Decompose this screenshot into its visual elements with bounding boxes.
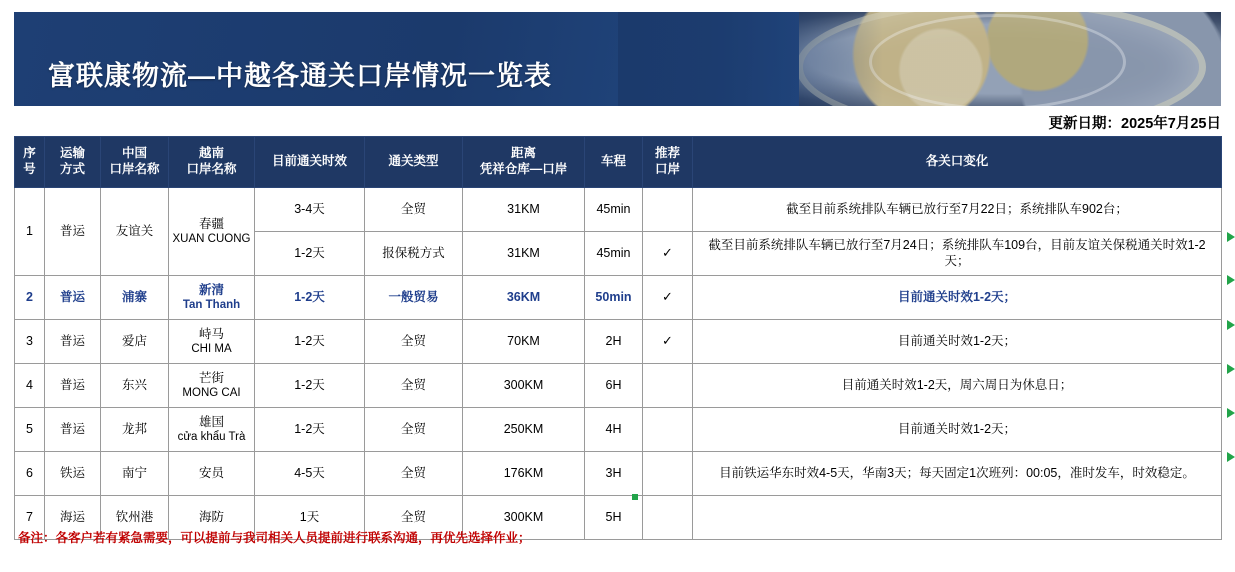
footnote: 备注：各客户若有紧急需要，可以提前与我司相关人员提前进行联系沟通，再优先选择作业； [18, 531, 531, 545]
cell-transport-mode: 普运 [45, 320, 101, 364]
cell-clearance-time: 1天 [255, 496, 365, 540]
cell-vehicle-time: 2H [585, 320, 643, 364]
cell-china-port: 浦寨 [101, 276, 169, 320]
col-header-china-port [101, 137, 169, 188]
cell-clearance-time: 1-2天 [255, 408, 365, 452]
cell-china-port: 东兴 [101, 364, 169, 408]
table-row [15, 408, 1222, 452]
cell-vehicle-time: 3H [585, 452, 643, 496]
row-marker-arrow-icon [1227, 408, 1235, 418]
cell-clearance-type: 全贸 [365, 188, 463, 232]
cell-changes: 截至目前系统排队车辆已放行至7月22日；系统排队车902台； [693, 188, 1222, 232]
col-header-clearance-time: 目前通关时效 [255, 137, 365, 188]
cell-vietnam-port [169, 364, 255, 408]
col-header-distance [463, 137, 585, 188]
cell-changes: 目前铁运华东时效4-5天，华南3天；每天固定1次班列：00:05，准时发车，时效稳定。 [693, 452, 1222, 496]
cell-vietnam-port [169, 408, 255, 452]
cell-vehicle-time: 6H [585, 364, 643, 408]
page-title: 富联康物流—中越各通关口岸情况一览表 [48, 61, 552, 91]
table-body [15, 188, 1222, 540]
vietnam-port-latin: Tan Thanh [182, 299, 241, 312]
col-header-clearance-type: 通关类型 [365, 137, 463, 188]
col-header-transport-mode [45, 137, 101, 188]
cell-recommended: ✓ [643, 276, 693, 320]
col-header-dist-line1: 距离 [510, 146, 536, 161]
col-header-seq [15, 137, 45, 188]
cell-changes: 目前通关时效1-2天； [693, 276, 1222, 320]
cell-recommended: ✓ [643, 232, 693, 276]
cell-clearance-time: 1-2天 [255, 320, 365, 364]
cell-clearance-type: 全贸 [365, 452, 463, 496]
col-header-vehicle-time: 车程 [585, 137, 643, 188]
col-header-seq-line1: 序 [23, 146, 36, 161]
cell-clearance-type: 报保税方式 [365, 232, 463, 276]
col-header-rec-line2: 口岸 [654, 162, 680, 176]
vietnam-port-latin: CHI MA [191, 343, 232, 356]
col-header-rec-line1: 推荐 [654, 146, 680, 161]
vietnam-port-latin: XUAN CUONG [172, 233, 251, 246]
table-row [15, 188, 1222, 232]
cell-clearance-time: 4-5天 [255, 452, 365, 496]
cell-vehicle-time: 4H [585, 408, 643, 452]
col-header-cn-line2: 口岸名称 [109, 162, 160, 176]
cell-clearance-time: 1-2天 [255, 364, 365, 408]
col-header-changes: 各关口变化 [693, 137, 1222, 188]
cell-recommended [643, 408, 693, 452]
banner-gradient-overlay [618, 12, 884, 106]
cell-seq: 3 [15, 320, 45, 364]
cell-seq: 1 [15, 188, 45, 276]
vietnam-port-cn: 新清 [198, 282, 224, 297]
header-banner [14, 12, 1221, 106]
cell-distance: 300KM [463, 496, 585, 540]
cell-distance: 36KM [463, 276, 585, 320]
ports-status-table [14, 136, 1222, 540]
col-header-vn-line2: 口岸名称 [186, 162, 237, 176]
col-header-mode-line2: 方式 [59, 162, 85, 176]
cell-distance: 176KM [463, 452, 585, 496]
vietnam-port-cn: 峙马 [198, 326, 224, 341]
cell-transport-mode: 铁运 [45, 452, 101, 496]
cell-seq: 5 [15, 408, 45, 452]
cell-changes: 目前通关时效1-2天； [693, 320, 1222, 364]
table-row [15, 320, 1222, 364]
cell-changes: 截至目前系统排队车辆已放行至7月24日；系统排队车109台，目前友谊关保税通关时效1-2天； [693, 232, 1222, 276]
col-header-mode-line1: 运输 [59, 146, 85, 161]
cell-recommended [643, 364, 693, 408]
cell-distance: 70KM [463, 320, 585, 364]
cell-changes [693, 496, 1222, 540]
cell-seq: 2 [15, 276, 45, 320]
cell-distance: 31KM [463, 232, 585, 276]
cell-recommended [643, 188, 693, 232]
cell-vietnam-port [169, 188, 255, 276]
col-header-dist-line2: 凭祥仓库—口岸 [479, 162, 568, 176]
vietnam-port-latin: cửa khẩu Trà [177, 431, 246, 444]
cell-recommended [643, 496, 693, 540]
update-date: 更新日期：2025年7月25日 [1048, 116, 1221, 132]
cell-china-port: 南宁 [101, 452, 169, 496]
row-marker-arrow-icon [1227, 364, 1235, 374]
col-header-recommended-port [643, 137, 693, 188]
cell-vehicle-time: 45min [585, 188, 643, 232]
cell-clearance-type: 一般贸易 [365, 276, 463, 320]
cell-changes: 目前通关时效1-2天，周六周日为休息日； [693, 364, 1222, 408]
cell-china-port: 钦州港 [101, 496, 169, 540]
row-marker-arrow-icon [1227, 452, 1235, 462]
cell-vehicle-time: 45min [585, 232, 643, 276]
cell-vietnam-port [169, 276, 255, 320]
vietnam-port-cn: 春疆 [198, 216, 224, 231]
cell-transport-mode: 普运 [45, 364, 101, 408]
col-header-vn-line1: 越南 [198, 146, 224, 161]
col-header-cn-line1: 中国 [121, 146, 147, 161]
cell-marker-dot-icon [632, 494, 638, 500]
vietnam-port-cn: 海防 [198, 509, 224, 524]
cell-changes: 目前通关时效1-2天； [693, 408, 1222, 452]
cell-vietnam-port [169, 452, 255, 496]
vietnam-port-latin: MONG CAI [182, 387, 241, 400]
cell-seq: 4 [15, 364, 45, 408]
cell-vehicle-time: 50min [585, 276, 643, 320]
table-row [15, 364, 1222, 408]
cell-recommended [643, 452, 693, 496]
table-row [15, 452, 1222, 496]
cell-transport-mode: 普运 [45, 276, 101, 320]
cell-transport-mode: 海运 [45, 496, 101, 540]
row-marker-arrow-icon [1227, 232, 1235, 242]
table-header-row [15, 137, 1222, 188]
cell-clearance-type: 全贸 [365, 496, 463, 540]
vietnam-port-cn: 安员 [198, 465, 224, 480]
cell-clearance-type: 全贸 [365, 408, 463, 452]
cell-china-port: 龙邦 [101, 408, 169, 452]
cell-clearance-type: 全贸 [365, 364, 463, 408]
cell-distance: 300KM [463, 364, 585, 408]
cell-clearance-time: 3-4天 [255, 188, 365, 232]
cell-china-port: 爱店 [101, 320, 169, 364]
row-marker-arrow-icon [1227, 320, 1235, 330]
cell-vietnam-port [169, 320, 255, 364]
cell-clearance-time: 1-2天 [255, 232, 365, 276]
cell-transport-mode: 普运 [45, 188, 101, 276]
cell-distance: 31KM [463, 188, 585, 232]
cell-clearance-time: 1-2天 [255, 276, 365, 320]
cell-recommended: ✓ [643, 320, 693, 364]
cell-transport-mode: 普运 [45, 408, 101, 452]
cell-distance: 250KM [463, 408, 585, 452]
cell-seq: 6 [15, 452, 45, 496]
cell-seq: 7 [15, 496, 45, 540]
col-header-seq-line2: 号 [23, 162, 36, 176]
cell-vehicle-time: 5H [585, 496, 643, 540]
cell-china-port: 友谊关 [101, 188, 169, 276]
row-marker-arrow-icon [1227, 275, 1235, 285]
cell-clearance-type: 全贸 [365, 320, 463, 364]
col-header-vietnam-port [169, 137, 255, 188]
table-row [15, 276, 1222, 320]
vietnam-port-cn: 雄国 [198, 414, 224, 429]
vietnam-port-cn: 芒街 [198, 370, 224, 385]
